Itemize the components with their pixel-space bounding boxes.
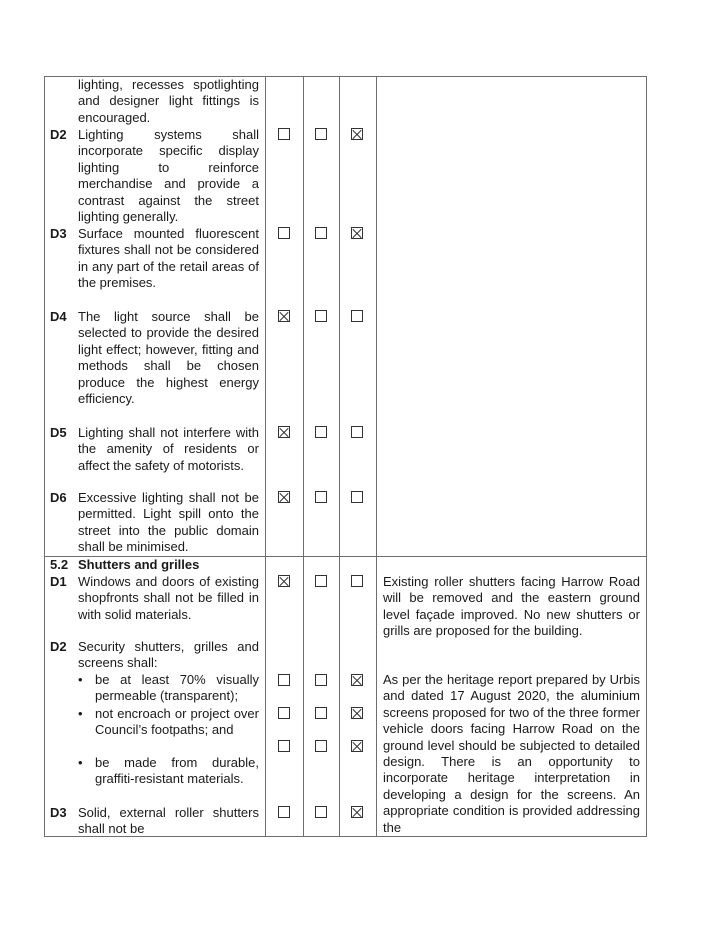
s-b3-checkbox-1[interactable] xyxy=(278,740,290,752)
d3-label: D3 xyxy=(50,226,67,241)
d2-label: D2 xyxy=(50,127,67,142)
col-border-na xyxy=(376,76,377,836)
d5-checkbox-1[interactable] xyxy=(278,426,290,438)
s-b2-checkbox-2[interactable] xyxy=(315,707,327,719)
s-d2-text: Security shutters, grilles and screens shall: xyxy=(78,639,259,671)
col-border-yes xyxy=(303,76,304,836)
d2-checkbox-2[interactable] xyxy=(315,128,327,140)
d4-checkbox-2[interactable] xyxy=(315,310,327,322)
s-d2-label: D2 xyxy=(50,639,67,654)
d6-text: Excessive lighting shall not be permitted. Light spill onto the street into the public domain shall be minimised. xyxy=(78,490,259,555)
s-d3-checkbox-2[interactable] xyxy=(315,806,327,818)
col-border-left xyxy=(44,76,45,836)
d5-text: Lighting shall not interfere with the amenity of residents or affect the safety of motorists. xyxy=(78,425,259,473)
s-b1-checkbox-3[interactable] xyxy=(351,674,363,686)
d6-label: D6 xyxy=(50,490,67,505)
s-b1-checkbox-2[interactable] xyxy=(315,674,327,686)
s-b3-checkbox-3[interactable] xyxy=(351,740,363,752)
d4-label: D4 xyxy=(50,309,67,324)
section-title: Shutters and grilles xyxy=(78,557,200,572)
s-d3-label: D3 xyxy=(50,805,67,820)
col-border-no xyxy=(339,76,340,836)
d3-checkbox-1[interactable] xyxy=(278,227,290,239)
col-border-text xyxy=(265,76,266,836)
d3-checkbox-2[interactable] xyxy=(315,227,327,239)
d2-text: Lighting systems shall incorporate specific display lighting to reinforce merchandise and provide a contrast against the street lighting generally. xyxy=(78,127,259,225)
section-number: 5.2 xyxy=(50,557,69,572)
d4-checkbox-3[interactable] xyxy=(351,310,363,322)
s-d3-checkbox-3[interactable] xyxy=(351,806,363,818)
d6-checkbox-3[interactable] xyxy=(351,491,363,503)
bullet-3-text: be made from durable, graffiti-resistant materials. xyxy=(95,755,259,787)
d2-checkbox-3[interactable] xyxy=(351,128,363,140)
bullet-2-symbol: • xyxy=(78,706,83,721)
d4-text: The light source shall be selected to provide the desired light effect; however, fitting and methods shall be chosen produce the highest energy efficiency. xyxy=(78,309,259,407)
d3-checkbox-3[interactable] xyxy=(351,227,363,239)
d5-checkbox-3[interactable] xyxy=(351,426,363,438)
d5-checkbox-2[interactable] xyxy=(315,426,327,438)
d3-text: Surface mounted fluorescent fixtures shall not be considered in any part of the retail areas of the premises. xyxy=(78,226,259,291)
s-b1-checkbox-1[interactable] xyxy=(278,674,290,686)
bullet-1-text: be at least 70% visually permeable (transparent); xyxy=(95,672,259,704)
s-d3-text: Solid, external roller shutters shall not be xyxy=(78,805,259,837)
s-d3-checkbox-1[interactable] xyxy=(278,806,290,818)
d5-label: D5 xyxy=(50,425,67,440)
s-b2-checkbox-1[interactable] xyxy=(278,707,290,719)
d4-checkbox-1[interactable] xyxy=(278,310,290,322)
d6-checkbox-2[interactable] xyxy=(315,491,327,503)
s-d1-checkbox-1[interactable] xyxy=(278,575,290,587)
s-d1-label: D1 xyxy=(50,574,67,589)
comment-heritage-screens: As per the heritage report prepared by Urbis and dated 17 August 2020, the aluminium screens proposed for two of the three former vehicle doors facing Harrow Road on the ground level should be subjected to detailed design. There is an opportunity to incorporate heritage interpretation in developing a design for the screens. An appropriate condition is provided addressing the xyxy=(383,672,640,835)
d6-checkbox-1[interactable] xyxy=(278,491,290,503)
s-d1-checkbox-2[interactable] xyxy=(315,575,327,587)
bullet-2-text: not encroach or project over Council’s footpaths; and xyxy=(95,706,259,738)
s-d1-checkbox-3[interactable] xyxy=(351,575,363,587)
bullet-3-symbol: • xyxy=(78,755,83,770)
d2-checkbox-1[interactable] xyxy=(278,128,290,140)
comment-shutters-removed: Existing roller shutters facing Harrow Road will be removed and the eastern ground level façade improved. No new shutters or grills are proposed for the building. xyxy=(383,574,640,639)
col-border-right xyxy=(646,76,647,836)
bullet-1-symbol: • xyxy=(78,672,83,687)
s-b2-checkbox-3[interactable] xyxy=(351,707,363,719)
intro-text: lighting, recesses spotlighting and designer light fittings is encouraged. xyxy=(78,77,259,125)
s-d1-text: Windows and doors of existing shopfronts shall not be filled in with solid materials. xyxy=(78,574,259,622)
s-b3-checkbox-2[interactable] xyxy=(315,740,327,752)
